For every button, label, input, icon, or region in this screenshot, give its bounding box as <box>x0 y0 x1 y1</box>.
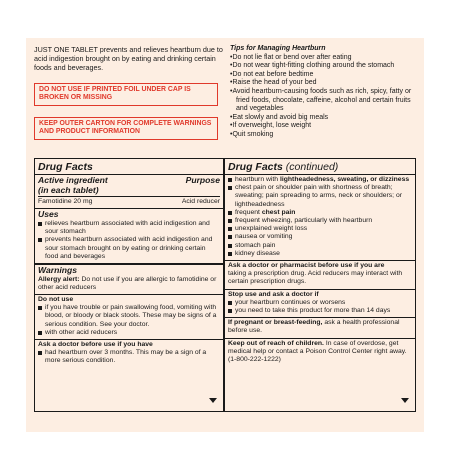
do-not-use-item: with other acid reducers <box>38 329 220 337</box>
continued-label: (continued) <box>285 161 339 173</box>
drug-facts-left-column <box>35 159 223 411</box>
ask-pharmacist-section <box>225 261 415 290</box>
active-ingredient-label: Active ingredient <box>38 175 108 185</box>
tip-item: • Quit smoking <box>230 131 420 140</box>
do-not-use-section <box>35 295 223 340</box>
active-ingredient-section <box>35 175 223 209</box>
pregnancy-text: ask a health professional before use. <box>228 319 400 335</box>
pregnancy-label: If pregnant or breast-feeding, <box>228 319 323 327</box>
tip-item: • Do not eat before bedtime <box>230 71 420 80</box>
ask-doctor-condition-item: nausea or vomiting <box>228 233 412 241</box>
tip-item: • Eat slowly and avoid big meals <box>230 114 420 123</box>
use-item: prevents heartburn associated with acid indigestion and sour stomach brought on by eating or drinking certain food and beverages <box>38 236 220 261</box>
do-not-use-item: if you have trouble or pain swallowing food, vomiting with blood, or bloody or black stools. These may be signs of a serious condition. See your doctor. <box>38 304 220 329</box>
stop-use-section <box>225 290 415 319</box>
stop-use-item: you need to take this product for more than 14 days <box>228 307 412 315</box>
heartburn-tips <box>230 45 420 140</box>
ask-doctor-condition-item: chest pain or shoulder pain with shortness of breath; sweating; pain spreading to arms, neck or shoulders; or lightheadedness <box>228 184 412 209</box>
ask-doctor-condition-item: frequent wheezing, particularly with heartburn <box>228 217 412 225</box>
ask-doctor-condition-item: heartburn with lightheadedness, sweating, or dizziness <box>228 176 412 184</box>
ask-doctor-condition-item: unexplained weight loss <box>228 225 412 233</box>
drug-facts-continued-title <box>225 159 415 175</box>
continued-arrow-icon-right <box>401 398 409 403</box>
keep-out-label: Keep out of reach of children. <box>228 339 324 347</box>
drug-facts-right-column <box>225 159 415 411</box>
tip-item: • Avoid heartburn-causing foods such as rich, spicy, fatty or fried foods, chocolate, caffeine, alcohol and certain fruits and vegetables <box>230 88 420 114</box>
tip-item: • Do not lie flat or bend over after eating <box>230 54 420 63</box>
stop-use-item: your heartburn continues or worsens <box>228 299 412 307</box>
ask-doctor-condition-item: frequent chest pain <box>228 209 412 217</box>
ask-doctor-section <box>35 340 223 368</box>
tip-item: • Do not wear tight-fitting clothing around the stomach <box>230 62 420 71</box>
stop-use-title: Stop use and ask a doctor if <box>228 290 319 298</box>
ingredient-name: Famotidine 20 mg <box>38 198 93 206</box>
carton-warning-box: KEEP OUTER CARTON FOR COMPLETE WARNINGS AND PRODUCT INFORMATION <box>34 117 218 140</box>
ask-pharmacist-title: Ask a doctor or pharmacist before use if you are <box>228 262 385 270</box>
pregnancy-section <box>225 318 415 338</box>
drug-facts-title: Drug Facts <box>35 159 223 175</box>
intro-text: JUST ONE TABLET prevents and relieves heartburn due to acid indigestion brought on by eating and drinking certain foods and beverages. <box>34 45 223 72</box>
warnings-section <box>35 265 223 295</box>
allergy-alert-text: Do not use if you are allergic to famotidine or other acid reducers <box>38 275 217 291</box>
continued-arrow-icon <box>209 398 217 403</box>
ask-doctor-condition-item: kidney disease <box>228 250 412 258</box>
ask-doctor-continued-section <box>225 175 415 261</box>
use-item: relieves heartburn associated with acid indigestion and sour stomach <box>38 220 220 236</box>
ask-doctor-condition-item: stomach pain <box>228 242 412 250</box>
warnings-title: Warnings <box>38 265 77 275</box>
ingredient-purpose: Acid reducer <box>181 198 220 206</box>
uses-title: Uses <box>38 209 59 220</box>
ask-doctor-item: had heartburn over 3 months. This may be a sign of a more serious condition. <box>38 349 220 365</box>
allergy-alert-label: Allergy alert: <box>38 275 80 283</box>
tip-item: • Raise the head of your bed <box>230 79 420 88</box>
tips-title: Tips for Managing Heartburn <box>230 45 326 52</box>
ask-doctor-title: Ask a doctor before use if you have <box>38 341 153 349</box>
tip-item: • If overweight, lose weight <box>230 122 420 131</box>
purpose-label: Purpose <box>185 175 220 185</box>
drug-facts-right-title: Drug Facts <box>228 161 283 173</box>
foil-warning-box: DO NOT USE IF PRINTED FOIL UNDER CAP IS BROKEN OR MISSING <box>34 83 218 106</box>
ask-pharmacist-text: taking a prescription drug. Acid reducers may interact with certain prescription drugs. <box>228 270 403 286</box>
uses-section <box>35 209 223 265</box>
do-not-use-title: Do not use <box>38 296 74 303</box>
drug-facts-panel <box>34 158 416 412</box>
keep-out-section <box>225 339 415 367</box>
active-ingredient-sublabel: (in each tablet) <box>38 184 99 195</box>
keep-out-text: In case of overdose, get medical help or contact a Poison Control Center right away. (1-800-222-1222) <box>228 339 407 364</box>
